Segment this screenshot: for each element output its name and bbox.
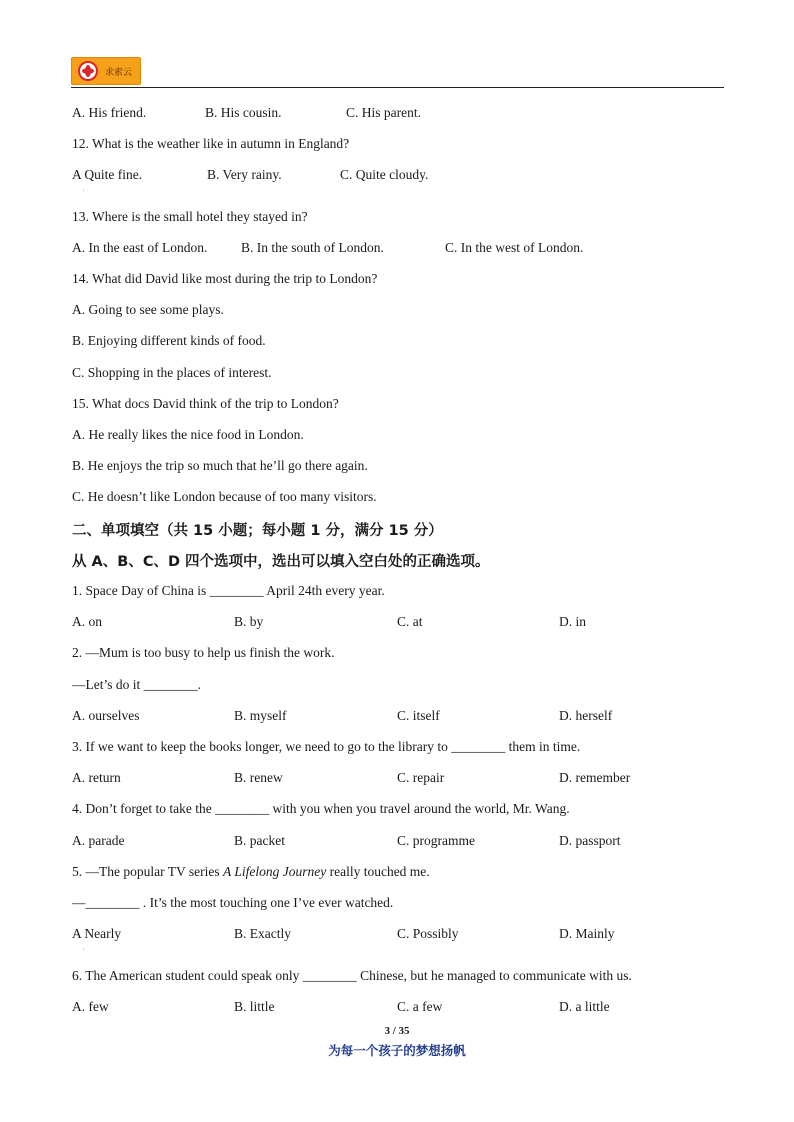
page-number: 3 / 35 <box>384 1025 410 1037</box>
g2-question: 2. —Mum is too busy to help us finish the work. <box>72 645 335 660</box>
g6-question: 6. The American student could speak only ________ Chinese, but he managed to communicate with us. <box>72 968 632 983</box>
g5-question-post: really touched me. <box>326 864 430 879</box>
option-d: D. in <box>559 614 586 629</box>
logo-text: 求索云 <box>105 68 133 78</box>
option-b: B. His cousin. <box>205 105 282 120</box>
g5-reply: —________ . It’s the most touching one I’ve ever watched. <box>72 895 394 910</box>
q14-option-a: A. Going to see some plays. <box>72 302 224 317</box>
logo-flower-icon <box>78 61 98 81</box>
g5-series-title: A Lifelong Journey <box>222 864 327 879</box>
footer-slogan: 为每一个孩子的梦想扬帆 <box>328 1043 466 1058</box>
option-a: A Nearly <box>72 926 122 941</box>
option-a: A. His friend. <box>72 105 147 120</box>
option-c: C. itself <box>397 708 440 723</box>
q12-question: 12. What is the weather like in autumn in England? <box>72 136 350 151</box>
q15-option-c: C. He doesn’t like London because of too many visitors. <box>72 489 377 504</box>
option-b: B. by <box>234 614 264 629</box>
option-c: C. programme <box>397 833 475 848</box>
option-c: C. Quite cloudy. <box>340 167 429 182</box>
q15-question: 15. What docs David think of the trip to London? <box>72 396 339 411</box>
option-d: D. herself <box>559 708 613 723</box>
option-b: B. little <box>234 999 275 1014</box>
option-b: B. packet <box>234 833 285 848</box>
option-b: B. Exactly <box>234 926 291 941</box>
header-rule <box>71 87 724 88</box>
q14-question: 14. What did David like most during the trip to London? <box>72 271 378 286</box>
g5-question-pre: 5. —The popular TV series <box>72 864 223 879</box>
option-c: C. a few <box>397 999 443 1014</box>
q14-option-c: C. Shopping in the places of interest. <box>72 365 272 380</box>
option-a: A. parade <box>72 833 125 848</box>
option-a: A. on <box>72 614 102 629</box>
brand-logo <box>71 57 141 85</box>
option-d: D. Mainly <box>559 926 615 941</box>
g3-question: 3. If we want to keep the books longer, we need to go to the library to ________ them in time. <box>72 739 581 754</box>
q13-question: 13. Where is the small hotel they stayed in? <box>72 209 308 224</box>
option-b: B. myself <box>234 708 287 723</box>
g5-question <box>72 864 430 880</box>
option-a: A. ourselves <box>72 708 140 723</box>
g2-reply: —Let’s do it ________. <box>72 677 201 692</box>
q14-option-b: B. Enjoying different kinds of food. <box>72 333 266 348</box>
option-a: A. return <box>72 770 121 785</box>
option-d: D. passport <box>559 833 621 848</box>
option-a: A Quite fine. <box>72 167 143 182</box>
section-title: 二、单项填空（共 15 小题；每小题 1 分，满分 15 分） <box>72 523 443 539</box>
option-c: C. at <box>397 614 423 629</box>
option-b: B. renew <box>234 770 283 785</box>
dot-mark: ˌ <box>82 941 85 950</box>
q15-option-b: B. He enjoys the trip so much that he’ll go there again. <box>72 458 368 473</box>
g1-question: 1. Space Day of China is ________ April 24th every year. <box>72 583 385 598</box>
option-c: C. repair <box>397 770 445 785</box>
option-d: D. a little <box>559 999 610 1014</box>
option-b: B. In the south of London. <box>241 240 384 255</box>
option-a: A. In the east of London. <box>72 240 208 255</box>
g4-question: 4. Don’t forget to take the ________ with you when you travel around the world, Mr. Wang. <box>72 801 570 816</box>
option-a: A. few <box>72 999 109 1014</box>
option-b: B. Very rainy. <box>207 167 282 182</box>
option-c: C. In the west of London. <box>445 240 584 255</box>
option-d: D. remember <box>559 770 631 785</box>
section-instruction: 从 A、B、C、D 四个选项中，选出可以填入空白处的正确选项。 <box>72 554 490 570</box>
option-c: C. His parent. <box>346 105 421 120</box>
dot-mark: ˌ <box>82 182 85 191</box>
q15-option-a: A. He really likes the nice food in London. <box>72 427 304 442</box>
option-c: C. Possibly <box>397 926 459 941</box>
